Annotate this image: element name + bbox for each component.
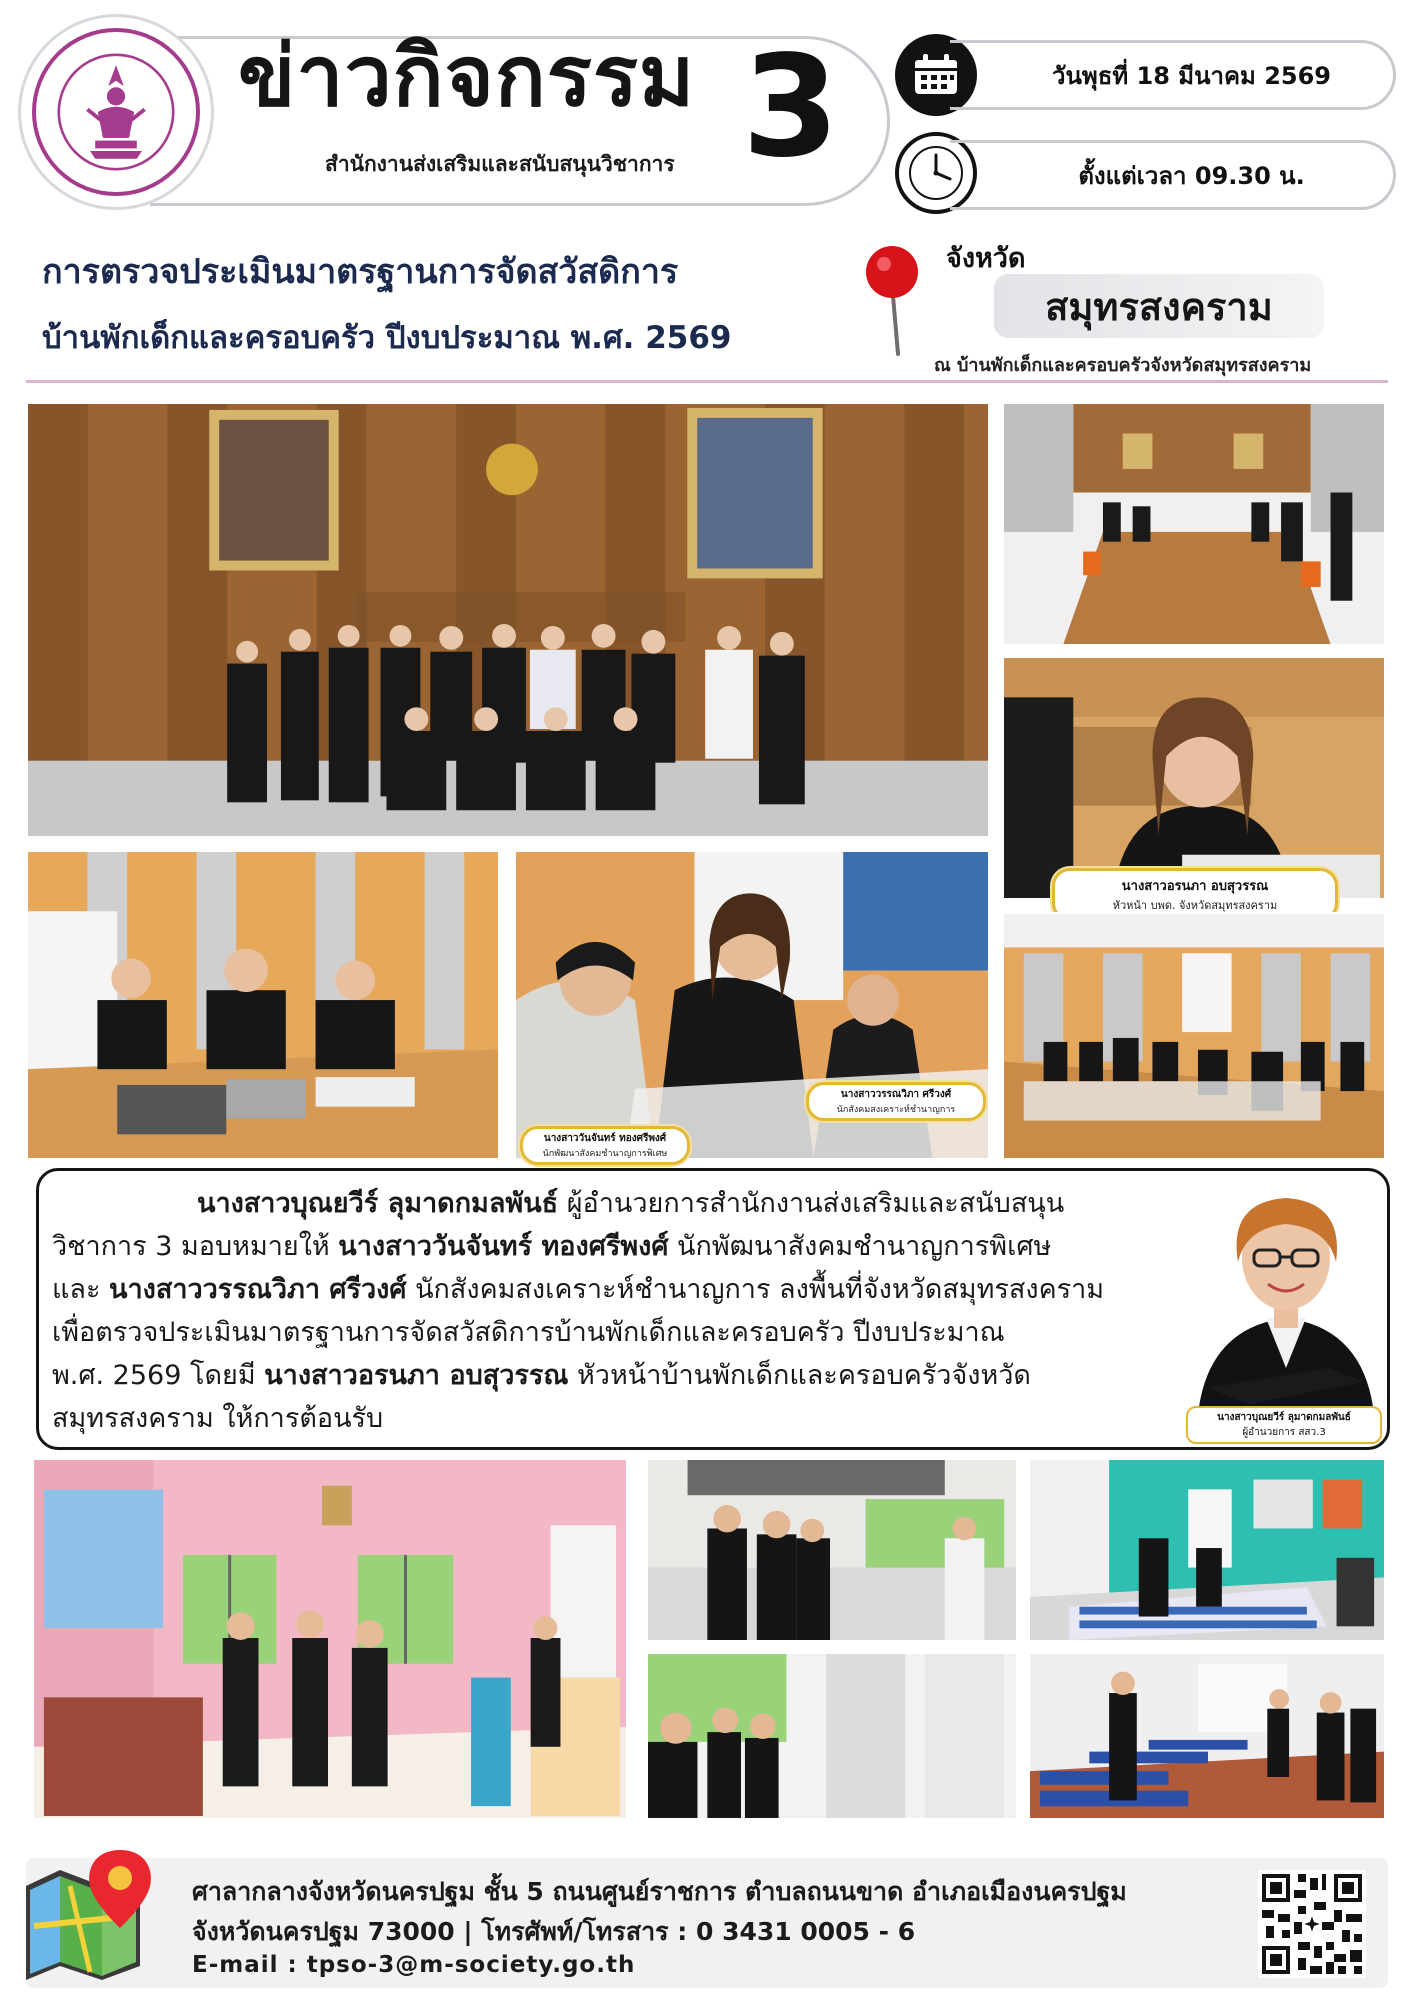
footer-address-2: จังหวัดนครปฐม 73000 | โทรศัพท์/โทรสาร : 0 3431 0005 - 6	[192, 1917, 916, 1946]
director-name: นางสาวบุณยวีร์ ลุมาดกมลพันธ์	[197, 1188, 559, 1219]
caption-wannawipa-position: นักสังคมสงเคราะห์ชำนาญการ	[836, 1105, 956, 1115]
host-name: นางสาวอรนภา อบสุวรรณ	[264, 1360, 569, 1391]
news-line-4: เพื่อตรวจประเมินมาตรฐานการจัดสวัสดิการบ้านพักเด็กและครอบครัว ปีงบประมาณ	[52, 1317, 1005, 1348]
caption-wannawipa-name: นางสาววรรณวิภา ศรีวงศ์	[840, 1089, 952, 1100]
photo-staff-meeting	[1002, 912, 1386, 1160]
location-pin-icon	[862, 244, 928, 356]
caption-wannawipa	[806, 1082, 986, 1121]
photo-pink-room	[32, 1458, 628, 1820]
office-name: สำนักงานส่งเสริมและสนับสนุนวิชาการ	[325, 152, 675, 176]
province-name: สมุทรสงคราม	[994, 274, 1324, 338]
photo-head-speaking	[1002, 656, 1386, 900]
caption-wanjan-position: นักพัฒนาสังคมชำนาญการพิเศษ	[542, 1149, 668, 1159]
footer-email: E-mail : tpso-3@m-society.go.th	[192, 1952, 636, 1978]
photo-desk-review	[26, 850, 500, 1160]
newsletter-title: ข่าวกิจกรรม	[238, 27, 696, 125]
officer-name-2: นางสาววรรณวิภา ศรีวงศ์	[109, 1274, 407, 1305]
director-caption-position: ผู้อำนวยการ สสว.3	[1242, 1427, 1326, 1438]
news-body	[52, 1182, 1212, 1440]
photo-group	[26, 402, 990, 838]
caption-orn-position: หัวหน้า บพด. จังหวัดสมุทรสงคราม	[1112, 899, 1278, 912]
event-date: วันพุธที่ 18 มีนาคม 2569	[950, 40, 1396, 110]
photo-dormitory-green	[1028, 1458, 1386, 1642]
caption-wanjan	[520, 1126, 690, 1165]
province-label: จังหวัด	[946, 243, 1026, 274]
ministry-logo	[18, 14, 214, 210]
qr-code	[1258, 1870, 1366, 1978]
director-caption	[1186, 1406, 1382, 1444]
office-number: 3	[742, 26, 840, 189]
director-caption-name: นางสาวบุณยวีร์ ลุมาดกมลพันธ์	[1217, 1412, 1351, 1423]
venue: ณ บ้านพักเด็กและครอบครัวจังหวัดสมุทรสงคราม	[934, 355, 1312, 376]
photo-corridor	[646, 1652, 1018, 1820]
topic-line-2: บ้านพักเด็กและครอบครัว ปีงบประมาณ พ.ศ. 2569	[42, 320, 732, 356]
event-time: ตั้งแต่เวลา 09.30 น.	[950, 140, 1396, 210]
footer-address-1: ศาลากลางจังหวัดนครปฐม ชั้น 5 ถนนศูนย์ราชการ ตำบลถนนขาด อำเภอเมืองนครปฐม	[192, 1877, 1127, 1906]
news-line-3: และ นางสาววรรณวิภา ศรีวงศ์ นักสังคมสงเคราะห์ชำนาญการ ลงพื้นที่จังหวัดสมุทรสงคราม	[52, 1274, 1105, 1305]
news-line-5: พ.ศ. 2569 โดยมี นางสาวอรนภา อบสุวรรณ หัวหน้าบ้านพักเด็กและครอบครัวจังหวัด	[52, 1360, 1031, 1391]
news-line-1: นางสาวบุณยวีร์ ลุมาดกมลพันธ์ ผู้อำนวยการสำนักงานส่งเสริมและสนับสนุน	[197, 1188, 1065, 1219]
photo-dormitory-beds	[1028, 1652, 1386, 1820]
news-line-6: สมุทรสงคราม ให้การต้อนรับ	[52, 1403, 384, 1434]
director-portrait	[1188, 1158, 1384, 1414]
photo-meeting-room	[1002, 402, 1386, 646]
topic-line-1: การตรวจประเมินมาตรฐานการจัดสวัสดิการ	[42, 252, 679, 292]
map-icon	[20, 1846, 166, 1986]
officer-name-1: นางสาววันจันทร์ ทองศรีพงศ์	[338, 1231, 669, 1262]
caption-orn-name: นางสาวอรนภา อบสุวรรณ	[1121, 879, 1269, 894]
photo-kitchen	[646, 1458, 1018, 1642]
news-line-2: วิชาการ 3 มอบหมายให้ นางสาววันจันทร์ ทองศรีพงศ์ นักพัฒนาสังคมชำนาญการพิเศษ	[52, 1231, 1052, 1262]
caption-wanjan-name: นางสาววันจันทร์ ทองศรีพงศ์	[543, 1133, 667, 1144]
divider	[26, 380, 1388, 383]
